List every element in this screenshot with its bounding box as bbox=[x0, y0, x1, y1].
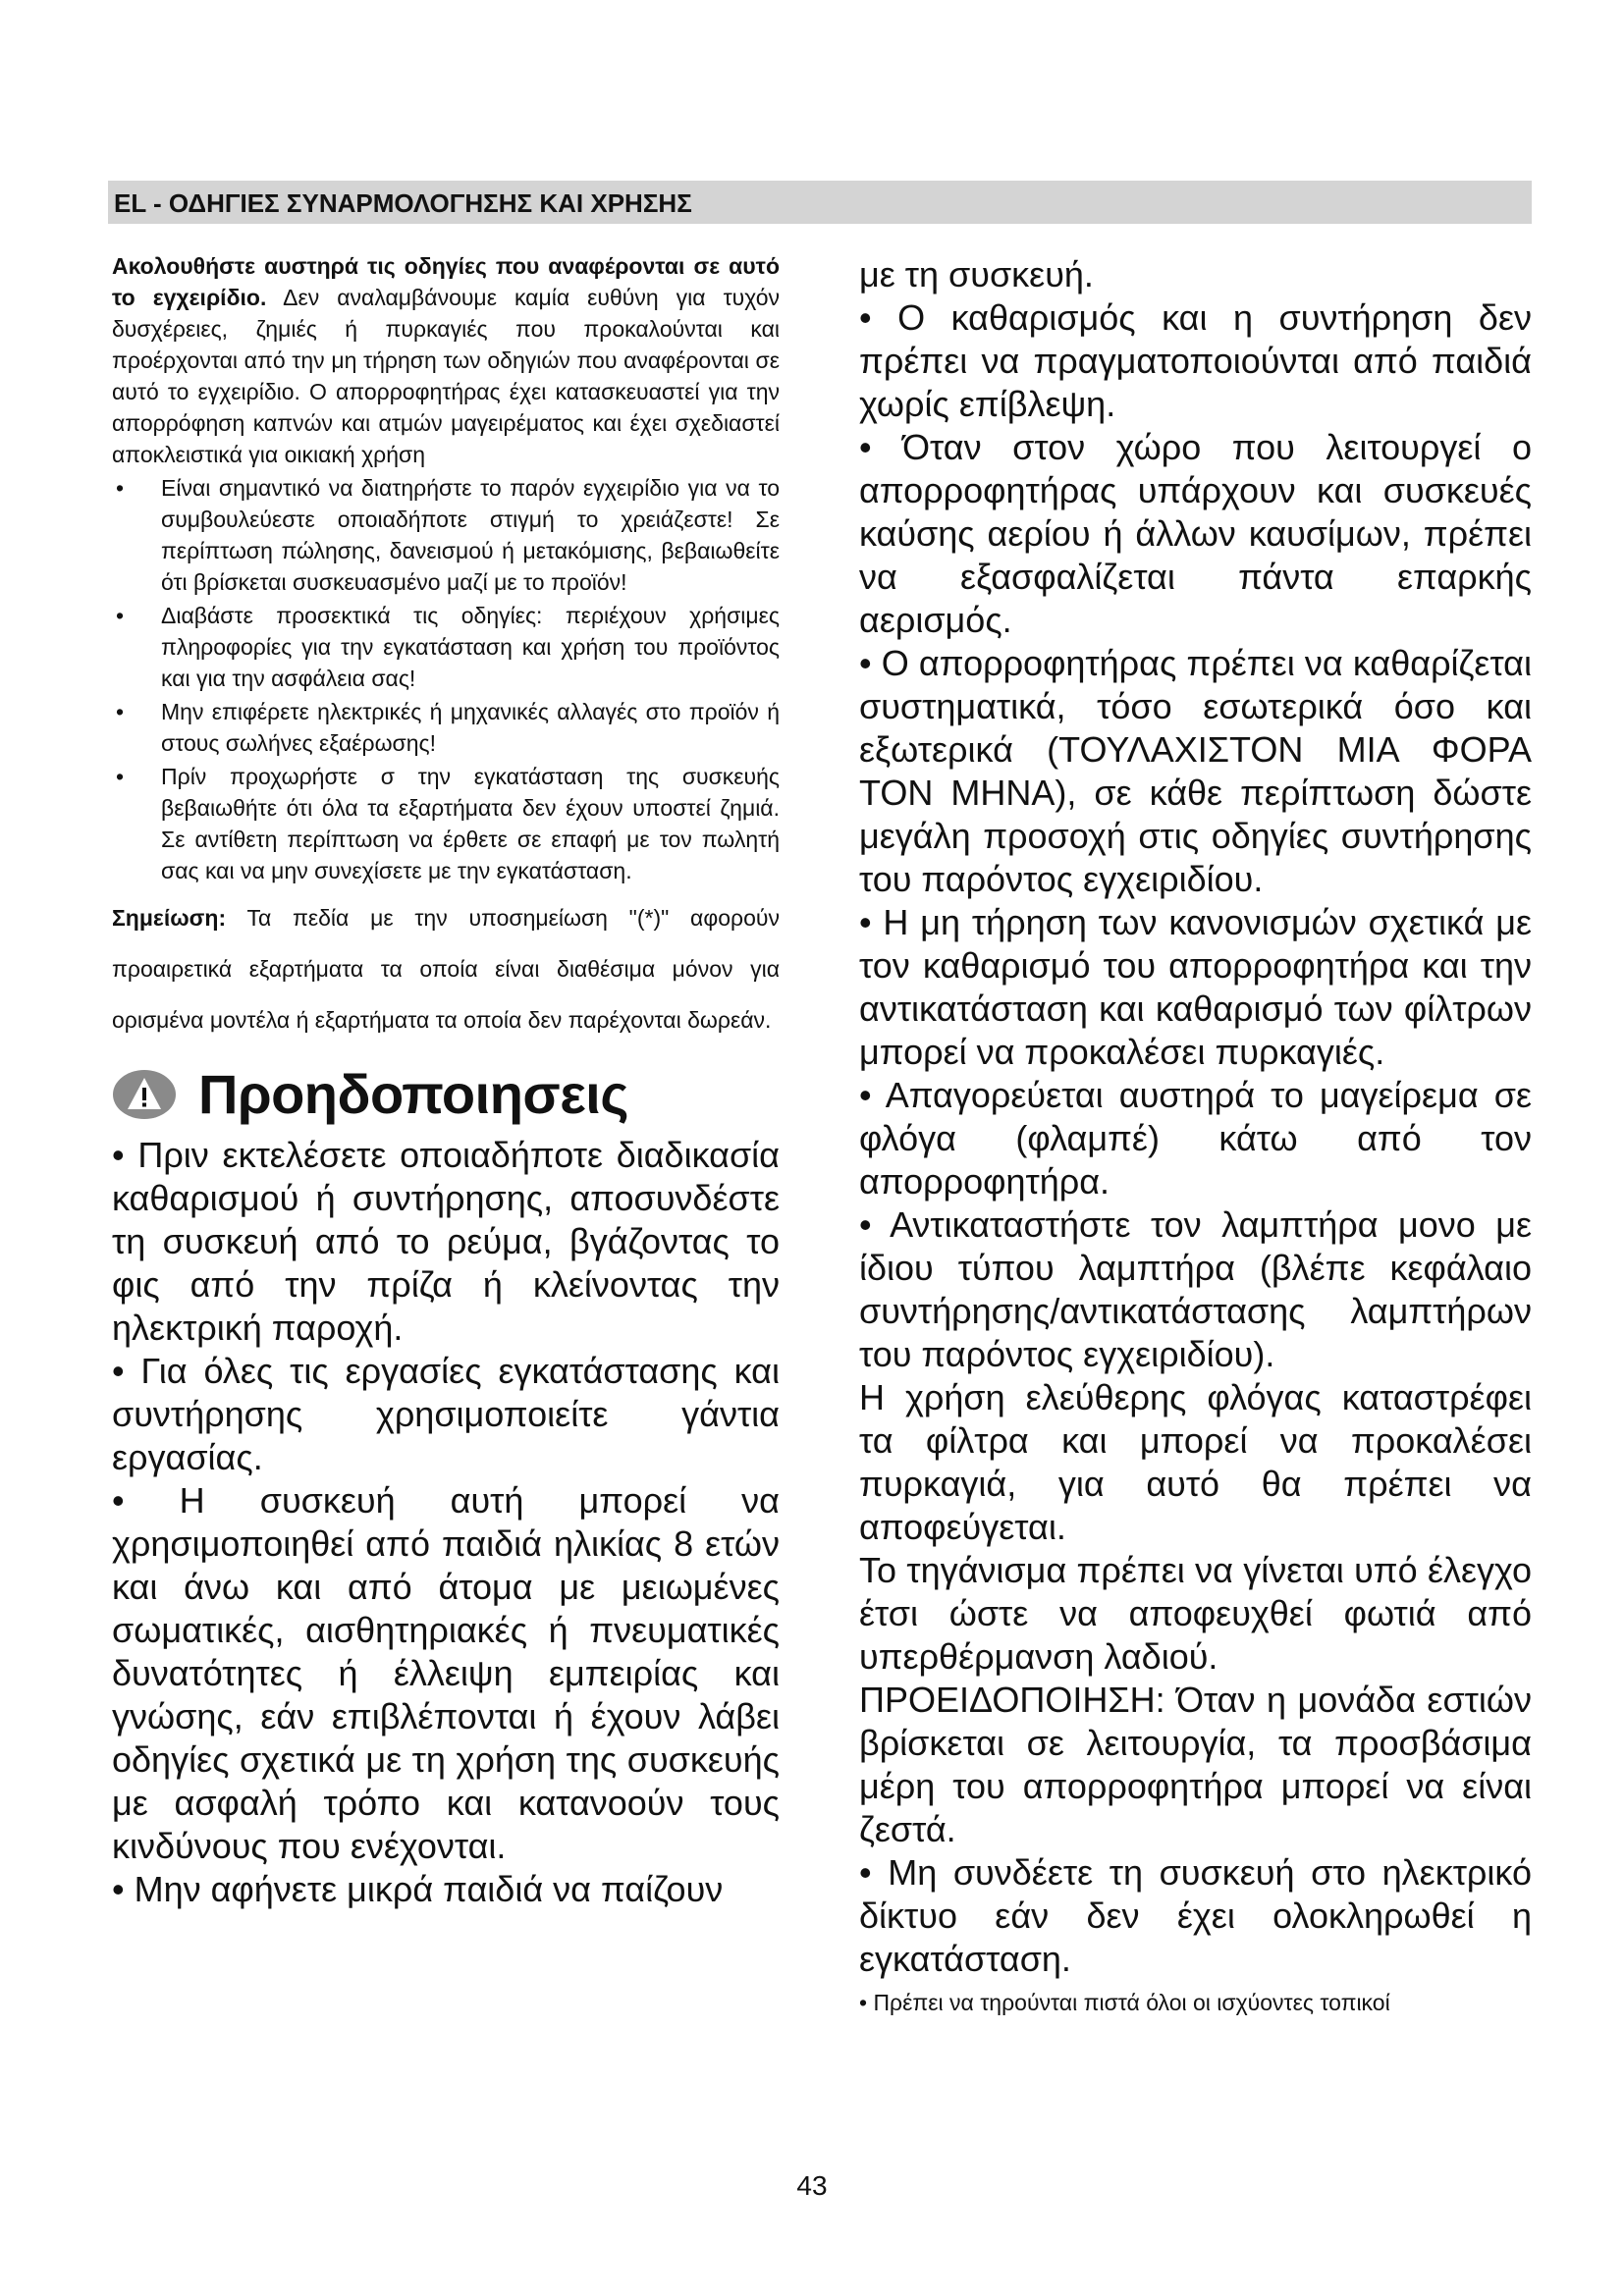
safety-item: με τη συσκευή. bbox=[859, 254, 1094, 294]
intro-bullet-list bbox=[112, 472, 780, 886]
list-item: • Μην επιφέρετε ηλεκτρικές ή μηχανικές αλλαγές στο προϊόν ή στους σωλήνες εξαέρωσης! bbox=[112, 696, 780, 759]
safety-item: • Απαγορεύεται αυστηρά το μαγείρεμα σε φλόγα (φλαμπέ) κάτω από τον απορροφητήρα. bbox=[859, 1075, 1532, 1201]
safety-item: Η χρήση ελεύθερης φλόγας καταστρέφει τα φίλτρα και μπορεί να προκαλέσει πυρκαγιά, για αυτό θα πρέπει να αποφεύγεται. bbox=[859, 1377, 1532, 1547]
safety-item: • Η μη τήρηση των κανονισμών σχετικά με τον καθαρισμό του απορροφητήρα και την αντικατάσταση και καθαρισμό των φίλτρων μπορεί να προκαλέσει πυρκαγιές. bbox=[859, 902, 1532, 1072]
safety-item: • Ο καθαρισμός και η συντήρηση δεν πρέπει να πραγματοποιούνται από παιδιά χωρίς επίβλεψη. bbox=[859, 297, 1532, 424]
safety-list bbox=[859, 253, 1532, 1981]
intro-paragraph bbox=[112, 250, 780, 470]
left-column bbox=[112, 250, 780, 1911]
warning-triangle-icon bbox=[112, 1069, 177, 1120]
safety-item: • Όταν στον χώρο που λειτουργεί ο απορροφητήρας υπάρχουν και συσκευές καύσης αερίου ή άλλων καυσίμων, πρέπει να εξασφαλίζεται πάντα επαρκής αερισμός. bbox=[859, 427, 1532, 640]
safety-item: • Ο απορροφητήρας πρέπει να καθαρίζεται συστηματικά, τόσο εσωτερικά όσο και εξωτερικά (ΤΟΥΛΑΧΙΣΤΟΝ ΜΙΑ ΦΟΡΑ ΤΟΝ ΜΗΝΑ), σε κάθε περίπτωση δώστε μεγάλη προσοχή στις οδηγίες συντήρησης του παρόντος εγχειριδίου. bbox=[859, 643, 1532, 899]
section-header bbox=[108, 181, 1532, 224]
right-column bbox=[859, 253, 1532, 2018]
warnings-list bbox=[112, 1134, 780, 1911]
safety-item: • Μη συνδέετε τη συσκευή στο ηλεκτρικό δίκτυο εάν δεν έχει ολοκληρωθεί η εγκατάσταση. bbox=[859, 1852, 1532, 1979]
note-paragraph bbox=[112, 892, 780, 1045]
warning-item: • Για όλες τις εργασίες εγκατάστασης και συντήρησης χρησιμοποιείτε γάντια εργασίας. bbox=[112, 1351, 780, 1477]
list-item: • Πρίν προχωρήστε σ την εγκατάσταση της συσκευής βεβαιωθήτε ότι όλα τα εξαρτήματα δεν έχουν υποστεί ζημιά. Σε αντίθετη περίπτωση να έρθετε σε επαφή με τον πωλητή σας και να μην συνεχίσετε με την εγκατάσταση. bbox=[112, 761, 780, 886]
intro-bold-text: Ακολουθήστε αυστηρά τις οδηγίες που αναφέρονται σε αυτό το εγχειρίδιο. bbox=[112, 253, 780, 310]
list-item: • Είναι σημαντικό να διατηρήστε το παρόν εγχειρίδιο για να το συμβουλεύεστε οποιαδήποτε στιγμή το χρειάζεστε! Σε περίπτωση πώλησης, δανεισμού ή μετακόμισης, βεβαιωθείτε ότι βρίσκεται συσκευασμένο μαζί με το προϊόν! bbox=[112, 472, 780, 598]
warning-item: • Η συσκευή αυτή μπορεί να χρησιμοποιηθεί από παιδιά ηλικίας 8 ετών και άνω και από άτομα με μειωμένες σωματικές, αισθητηριακές ή πνευματικές δυνατότητες ή έλλειψη εμπειρίας και γνώσης, εάν επιβλέπονται ή έχουν λάβει οδηγίες σχετικά με τη χρήση της συσκευής με ασφαλή τρόπο και κατανοούν τους κινδύνους που ενέχονται. bbox=[112, 1480, 780, 1866]
note-label: Σημείωση: bbox=[112, 905, 227, 931]
warnings-title: Προηδοποιησεις bbox=[198, 1063, 628, 1125]
page-number: 43 bbox=[796, 2170, 828, 2201]
safety-item: ΠΡΟΕΙΔΟΠΟΙΗΣΗ: Όταν η μονάδα εστιών βρίσκεται σε λειτουργία, τα προσβάσιμα μέρη του απορροφητήρα μπορεί να είναι ζεστά. bbox=[859, 1680, 1532, 1849]
warning-item: • Πριν εκτελέσετε οποιαδήποτε διαδικασία καθαρισμού ή συντήρησης, αποσυνδέστε τη συσκευή από το ρεύμα, βγάζοντας το φις από την πρίζα ή κλείνοντας την ηλεκτρική παροχή. bbox=[112, 1135, 780, 1348]
section-header-title: EL - ΟΔΗΓΙΕΣ ΣΥΝΑΡΜΟΛΟΓΗΣΗΣ ΚΑΙ ΧΡΗΣΗΣ bbox=[114, 188, 692, 218]
safety-item: Το τηγάνισμα πρέπει να γίνεται υπό έλεγχο έτσι ώστε να αποφευχθεί φωτιά από υπερθέρμανση λαδιού. bbox=[859, 1550, 1532, 1677]
intro-text: Δεν αναλαμβάνουμε καμία ευθύνη για τυχόν δυσχέρειες, ζημιές ή πυρκαγιές που προκαλούνται και προέρχονται από την μη τήρηση των οδηγιών που αναφέρονται σε αυτό το εγχειρίδιο. Ο απορροφητήρας έχει κατασκευαστεί για την απορρόφηση καπνών και ατμών μαγειρέματος και έχει σχεδιαστεί αποκλειστικά για οικιακή χρήση bbox=[112, 285, 781, 467]
warnings-heading bbox=[112, 1065, 780, 1124]
continued-small-item: • Πρέπει να τηρούνται πιστά όλοι οι ισχύοντες τοπικοί bbox=[859, 1990, 1390, 2015]
list-item: • Διαβάστε προσεκτικά τις οδηγίες: περιέχουν χρήσιμες πληροφορίες για την εγκατάσταση και χρήση του προϊόντος και για την ασφάλεια σας! bbox=[112, 600, 780, 694]
warning-item: • Μην αφήνετε μικρά παιδιά να παίζουν bbox=[112, 1869, 724, 1909]
note-text: Τα πεδία με την υποσημείωση "(*)" αφορούν προαιρετικά εξαρτήματα τα οποία είναι διαθέσιμα μόνον για ορισμένα μοντέλα ή εξαρτήματα τα οποία δεν παρέχονται δωρεάν. bbox=[112, 905, 780, 1033]
safety-item: • Αντικαταστήστε τον λαμπτήρα μονο με ίδιου τύπου λαμπτήρα (βλέπε κεφάλαιο συντήρησης/αντικατάστασης λαμπτήρων του παρόντος εγχειριδίου). bbox=[859, 1204, 1532, 1374]
